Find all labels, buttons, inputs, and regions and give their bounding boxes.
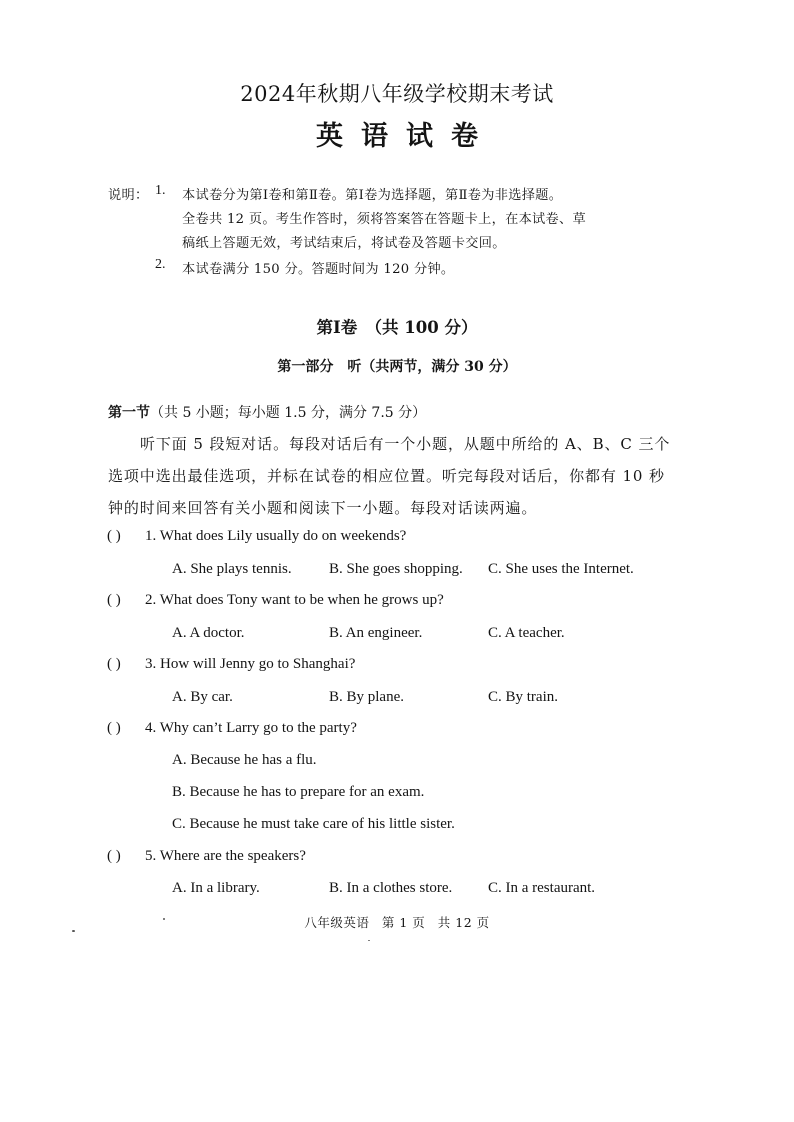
scan-speck [72,930,75,932]
option-c: C. Because he must take care of his little sister. [172,816,455,832]
answer-blank[interactable]: ( ) [107,848,121,864]
instructions-label: 说明： [108,188,149,203]
question-stem: 5. Where are the speakers? [145,848,306,864]
option-c: C. She uses the Internet. [488,561,634,577]
footer-total-pages: 共 12 页 [437,915,490,930]
option-a: A. In a library. [172,880,260,896]
question-stem: 1. What does Lily usually do on weekends? [145,528,407,544]
instruction-line: 本试卷分为第Ⅰ卷和第Ⅱ卷。第Ⅰ卷为选择题，第Ⅱ卷为非选择题。 [182,188,563,203]
page-footer [0,913,794,931]
question-stem: 4. Why can’t Larry go to the party? [145,720,357,736]
section-title: 第一节 [108,405,150,421]
footer-subject: 八年级英语 [304,915,370,930]
option-a: A. She plays tennis. [172,561,292,577]
option-a: A. Because he has a flu. [172,752,317,768]
answer-blank[interactable]: ( ) [107,528,121,544]
option-a: A. By car. [172,689,233,705]
instruction-line: 稿纸上答题无效，考试结束后，将试卷及答题卡交回。 [182,236,506,251]
part-heading: 第一部分 听（共两节，满分 30 分） [277,359,517,375]
answer-blank[interactable]: ( ) [107,720,121,736]
answer-blank[interactable]: ( ) [107,592,121,608]
question-stem: 2. What does Tony want to be when he grows up? [145,592,444,608]
instruction-number: 2. [155,257,166,272]
subject-title: 英语试卷 [316,121,496,152]
directions-line: 听下面 5 段短对话。每段对话后有一个小题，从题中所给的 A、B、C 三个 [140,435,671,453]
option-b: B. By plane. [329,689,404,705]
exam-title: 2024年秋期八年级学校期末考试 [240,82,554,106]
instruction-line: 全卷共 12 页。考生作答时，须将答案答在答题卡上，在本试卷、草 [182,212,587,227]
option-c: C. A teacher. [488,625,565,641]
directions-line: 钟的时间来回答有关小题和阅读下一小题。每段对话读两遍。 [108,499,538,517]
option-b: B. She goes shopping. [329,561,463,577]
option-b: B. Because he has to prepare for an exam. [172,784,425,800]
scan-speck [368,940,370,941]
option-b: B. In a clothes store. [329,880,453,896]
instruction-line: 本试卷满分 150 分。答题时间为 120 分钟。 [182,262,455,277]
section-note: （共 5 小题；每小题 1.5 分，满分 7.5 分） [150,405,427,421]
section-heading [108,402,426,422]
scan-speck [163,918,165,920]
paper-heading: 第Ⅰ卷 （共 100 分） [316,318,478,337]
directions-line: 选项中选出最佳选项，并标在试卷的相应位置。听完每段对话后，你都有 10 秒 [108,467,665,485]
option-c: C. In a restaurant. [488,880,596,896]
footer-page-number: 第 1 页 [381,915,426,930]
option-b: B. An engineer. [329,625,423,641]
option-a: A. A doctor. [172,625,245,641]
instruction-number: 1. [155,183,166,198]
option-c: C. By train. [488,689,558,705]
answer-blank[interactable]: ( ) [107,656,121,672]
question-stem: 3. How will Jenny go to Shanghai? [145,656,356,672]
